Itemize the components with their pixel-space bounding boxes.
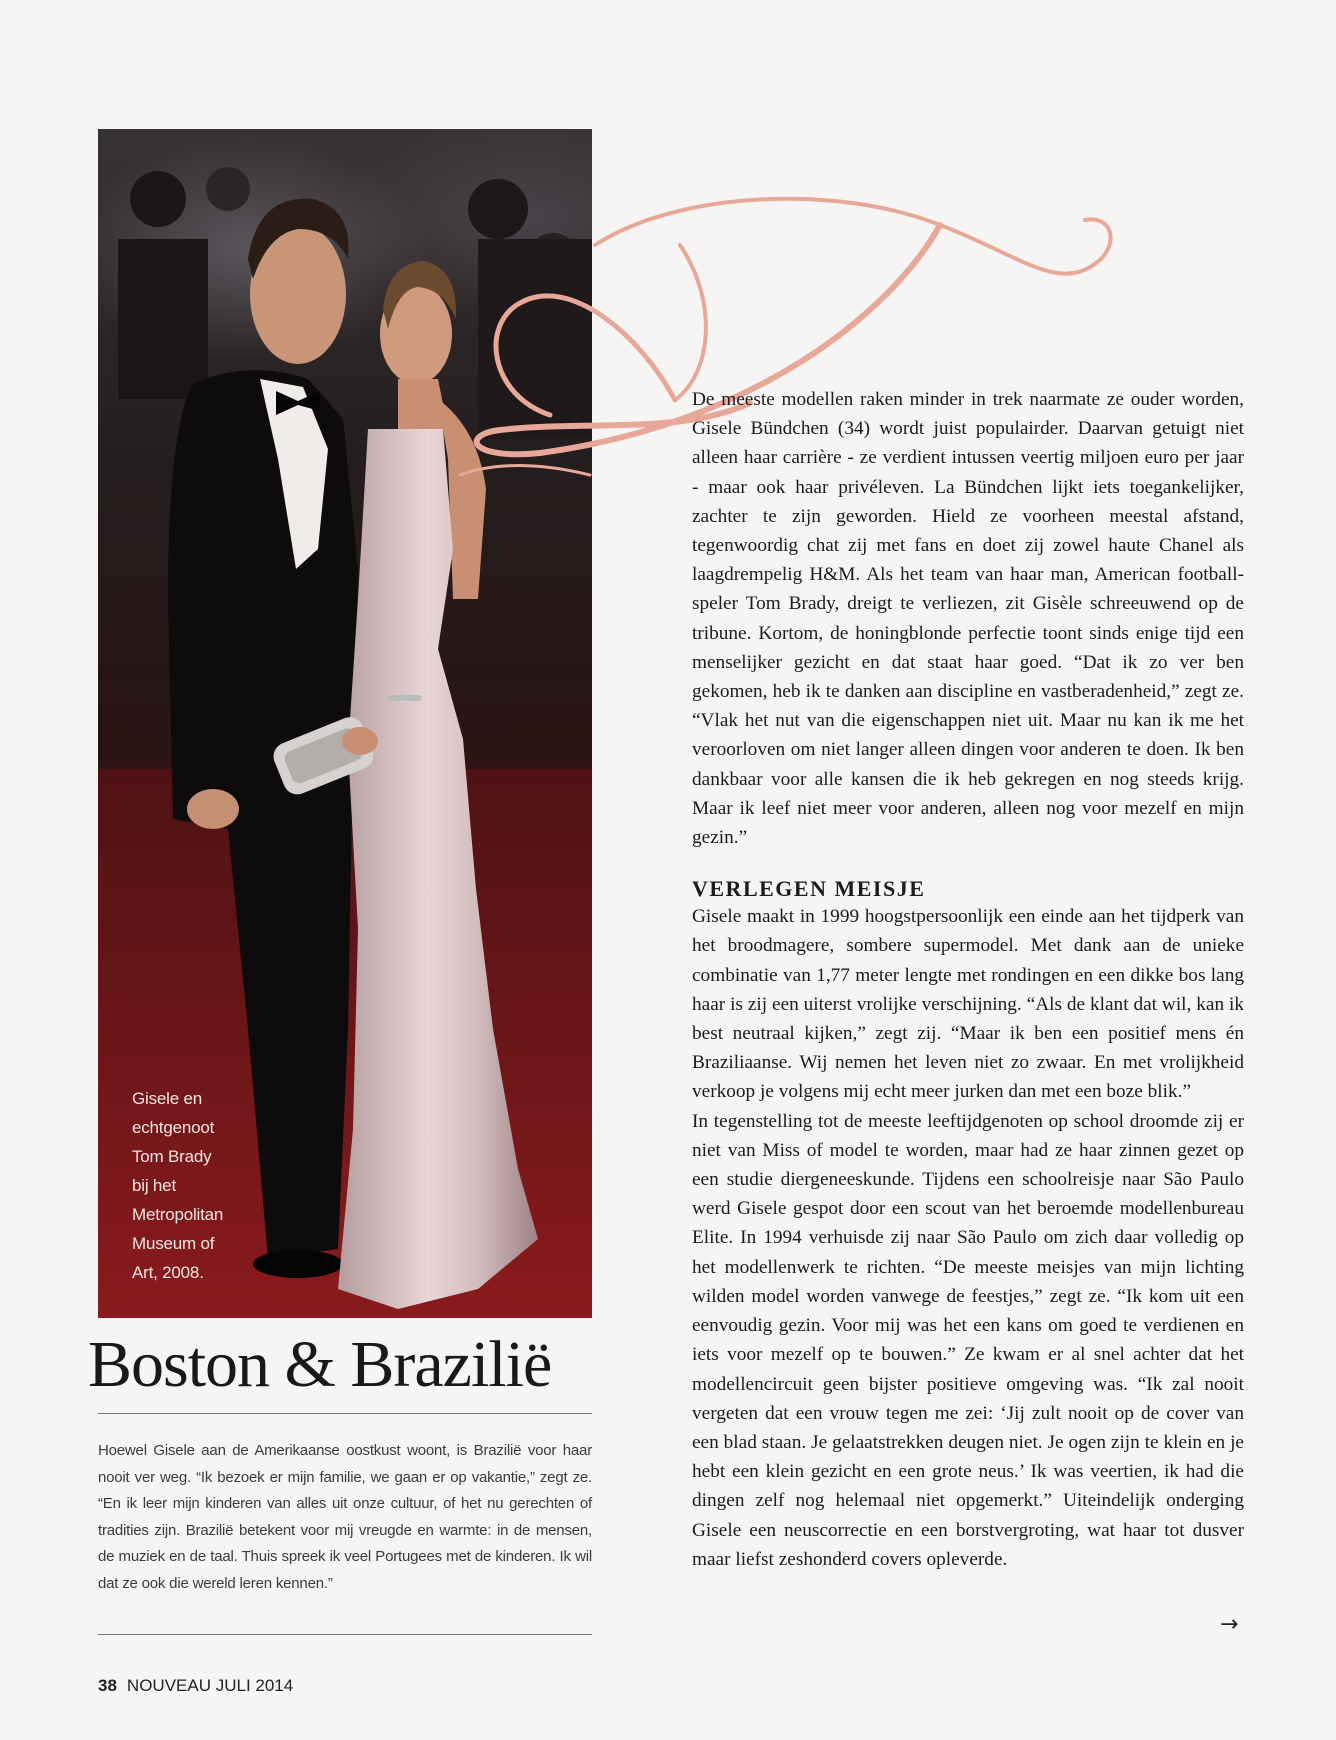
publication-name: NOUVEAU JULI 2014 bbox=[126, 1676, 294, 1695]
continue-arrow-icon: → bbox=[1220, 1612, 1239, 1637]
article-paragraph: Gisele maakt in 1999 hoogstpersoonlijk een einde aan het tijdperk van het broodmagere, sombere supermodel. Met dank aan de unieke combinatie van 1,77 meter lengte met rondingen en een dikke bos lang haar is zij een uiterst vrolijke verschijning. “Als de klant dat wil, kan ik best neutraal kijken,” zegt zij. “Maar ik ben een positief mens én Braziliaanse. Wij nemen het leven niet zo zwaar. En met vrolijkheid verkoop je volgens mij echt meer jurken dan met een boze blik.” bbox=[692, 906, 1244, 1103]
page-number: 38 bbox=[98, 1676, 117, 1695]
sidebar-bottom-rule bbox=[98, 1634, 592, 1635]
section-heading: VERLEGEN MEISJE bbox=[692, 876, 926, 902]
sidebar-title: Boston & Brazilië bbox=[88, 1328, 552, 1401]
sidebar-top-rule bbox=[98, 1413, 592, 1414]
article-paragraph: In tegenstelling tot de meeste leeftijdgenoten op school droomde zij er niet van Miss of model te worden, maar had ze haar zinnen gezet op een studie diergeneeskunde. Tijdens een schoolreisje naar São Paulo werd Gisele gespot door een scout van het beroemde modellenbureau Elite. In 1994 verhuisde zij naar São Paulo om zich daar volledig op het modellenwerk te richten. “De meeste meisjes van mijn lichting wilden model worden vanwege de feestjes,” zegt ze. “Ik kom uit een eenvoudig gezin. Voor mij was het een kans om goed te verdienen en iets voor mezelf op te bouwen.” Ze kwam er al snel achter dat het modellencircuit geen bijster positieve omgeving was. “Ik zal nooit vergeten dat een vrouw tegen me zei: ‘Jij zult nooit op de cover van een blad staan. Je gelaatstrekken deugen niet. Je ogen zijn te klein en je hebt een klein gezicht en een grote neus.’ Ik was veertien, ik had die dingen zelf nog helemaal niet opgemerkt.” Uiteindelijk onderging Gisele een neuscorrectie en een borstvergroting, wat haar tot dusver maar liefst zeshonderd covers opleverde. bbox=[692, 1110, 1244, 1570]
cover-photo bbox=[98, 129, 592, 1318]
article-paragraph: De meeste modellen raken minder in trek naarmate ze ouder worden, Gisele Bündchen (34) wordt juist populairder. Daarvan getuigt niet alleen haar carrière - ze verdient intussen veertig miljoen euro per jaar - maar ook haar privéleven. La Bündchen lijkt iets toegankelijker, zachter te zijn geworden. Hield ze voorheen meestal afstand, tegenwoordig chat zij met fans en doet zij zowel haute Chanel als laagdrempelig H&M. Als het team van haar man, American football-speler Tom Brady, dreigt te verliezen, zit Gisèle schreeuwend op de tribune. Kortom, de honingblonde perfectie toont sinds enige tijd een menselijker gezicht en dat staat haar goed. “Dat ik zo ver ben gekomen, heb ik te danken aan discipline en vastberadenheid,” zegt ze. “Vlak het nut van die eigenschappen niet uit. Maar nu kan ik me het veroorloven om niet langer alleen dingen voor anderen te doen. Ik ben dankbaar voor alle kansen die ik heb gekregen en nog steeds krijg. Maar ik leef niet meer voor anderen, alleen nog voor mezelf en mijn gezin.” bbox=[692, 389, 1244, 849]
article-body bbox=[692, 385, 1244, 1574]
photo-caption: Gisele en echtgenoot Tom Brady bij het Metropolitan Museum of Art, 2008. bbox=[132, 1089, 224, 1282]
sidebar-text: Hoewel Gisele aan de Amerikaanse oostkust woont, is Brazilië voor haar nooit ver weg. “Ik bezoek er mijn familie, we gaan er op vakantie,” zegt ze. “En ik leer mijn kinderen van alles uit onze cultuur, of het nu gerechten of tradities zijn. Brazilië betekent voor mij vreugde en warmte: in de mensen, de muziek en de taal. Thuis spreek ik veel Portugees met de kinderen. Ik wil dat ze ook die wereld leren kennen.” bbox=[98, 1442, 592, 1592]
page-footer bbox=[98, 1676, 293, 1696]
